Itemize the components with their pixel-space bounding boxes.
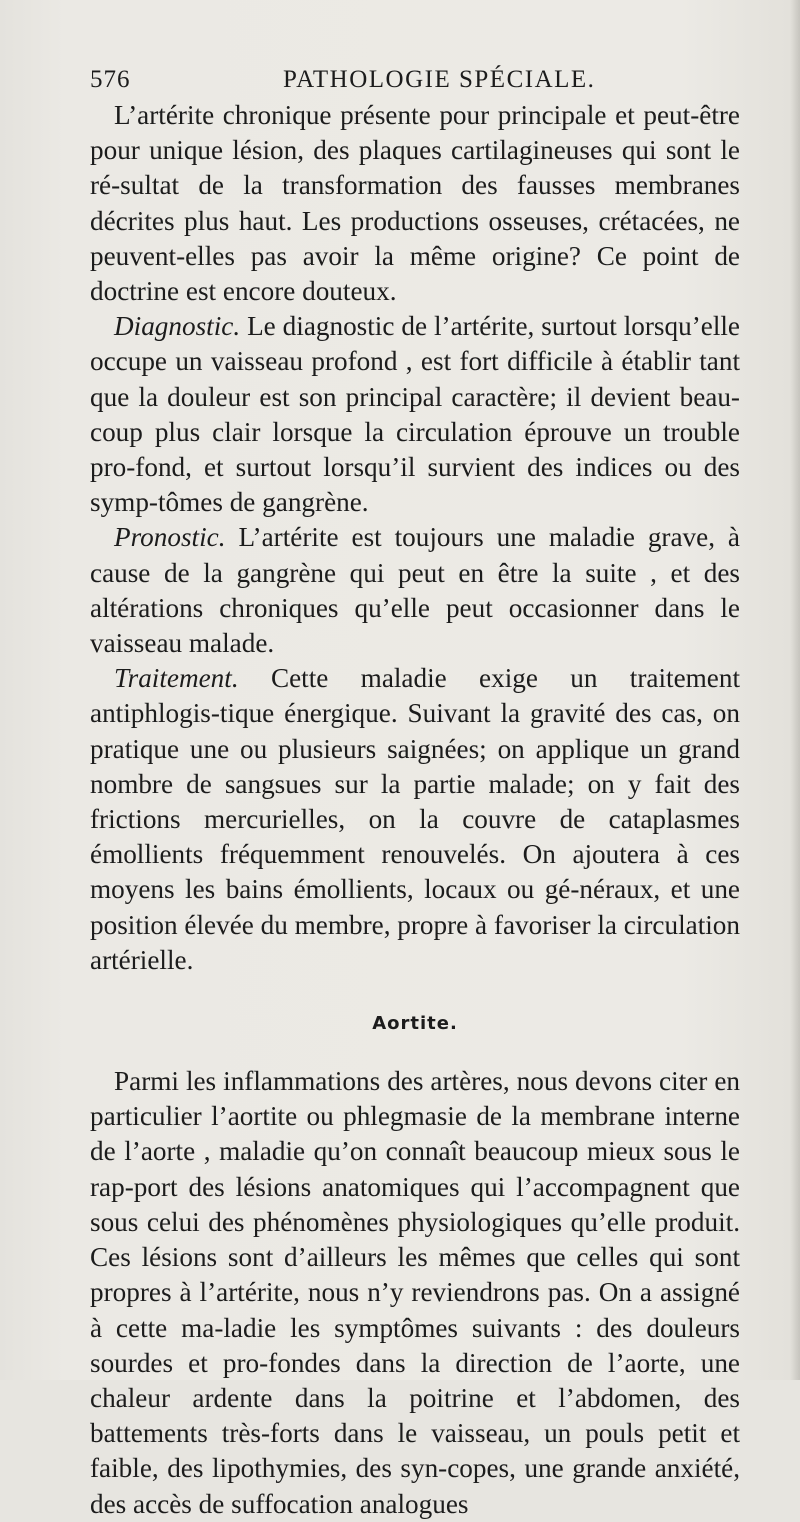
paragraph-arterite-chronique [90, 98, 740, 309]
page-header [90, 66, 740, 98]
page-edge-shadow [790, 0, 800, 1380]
running-title: PATHOLOGIE SPÉCIALE. [283, 66, 596, 93]
paragraph-text: Cette maladie exige un traitement antiphlogis-tique énergique. Suivant la gravité des cas, on pratique une ou plusieurs saignées; on applique un grand nombre de sangsues sur la partie malade; on y fait des frictions mercurielles, on la couvre de cataplasmes émollients fréquemment renouvelés. On ajoutera à ces moyens les bains émollients, locaux ou gé-néraux, et une position élevée du membre, propre à favoriser la circulation artérielle. [90, 663, 740, 975]
page-number: 576 [90, 66, 131, 93]
paragraph-pronostic [90, 520, 740, 661]
section-heading-aortite: Aortite. [372, 1013, 458, 1035]
paragraph-aortite [90, 1064, 740, 1522]
paragraph-text: L’artérite est toujours une maladie grave, à cause de la gangrène qui peut en être la suite , et des altérations chroniques qu’elle peut occasionner dans le vaisseau malade. [90, 522, 740, 659]
paragraph-text: Le diagnostic de l’artérite, surtout lorsqu’elle occupe un vaisseau profond , est fort difficile à établir tant que la douleur est son principal caractère; il devient beau-coup plus clair lorsque la circulation éprouve un trouble pro-fond, et surtout lorsqu’il survient des indices ou des symp-tômes de gangrène. [90, 311, 740, 518]
paragraph-traitement [90, 661, 740, 978]
paragraph-text: L’artérite chronique présente pour principale et peut-être pour unique lésion, des plaques cartilagineuses qui sont le ré-sultat de la transformation des fausses membranes décrites plus haut. Les productions osseuses, crétacées, ne peuvent-elles pas avoir la même origine? Ce point de doctrine est encore douteux. [90, 100, 740, 307]
run-in-heading-traitement: Traitement. [114, 663, 239, 694]
paragraph-diagnostic [90, 309, 740, 520]
page-body [90, 98, 740, 1522]
paragraph-text: Parmi les inflammations des artères, nous devons citer en particulier l’aortite ou phlegmasie de la membrane interne de l’aorte , maladie qu’on connaît beaucoup mieux sous le rap-port des lésions anatomiques qui l’accompagnent que sous celui des phénomènes physiologiques qu’elle produit. Ces lésions sont d’ailleurs les mêmes que celles qui sont propres à l’artérite, nous n’y reviendrons pas. On a assigné à cette ma-ladie les symptômes suivants : des douleurs sourdes et pro-fondes dans la direction de l’aorte, une chaleur ardente dans la poitrine et l’abdomen, des battements très-forts dans le vaisseau, un pouls petit et faible, des lipothymies, des syn-copes, une grande anxiété, des accès de suffocation analogues [90, 1066, 740, 1519]
run-in-heading-diagnostic: Diagnostic. [114, 311, 241, 342]
run-in-heading-pronostic: Pronostic. [114, 522, 226, 553]
